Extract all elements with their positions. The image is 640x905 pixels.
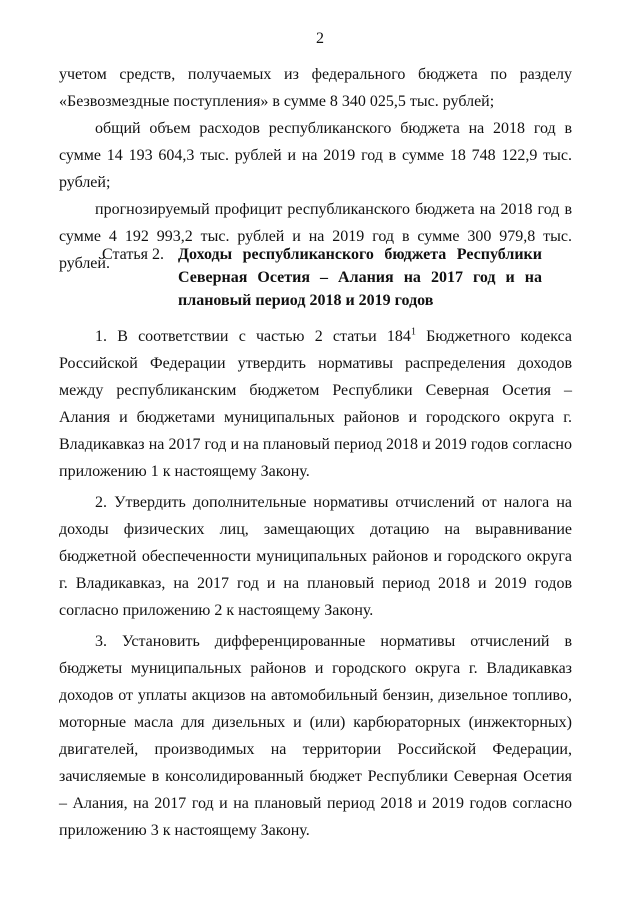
intro-paragraph-continuation: учетом средств, получаемых из федерального бюджета по разделу «Безвозмездные поступления» в сумме 8 340 025,5 тыс. рублей;	[59, 66, 572, 110]
article-item-3: 3. Установить дифференцированные нормативы отчислений в бюджеты муниципальных районов и городского округа г. Владикавказ доходов от уплаты акцизов на автомобильный бензин, дизельное топливо, моторные масла для дизельных и (или) карбюраторных (инжекторных) двигателей, производимых на территории Российской Федерации, зачисляемые в консолидированный бюджет Республики Северная Осетия – Алания, на 2017 год и на плановый период 2018 и 2019 годов согласно приложению 3 к настоящему Закону.	[59, 633, 572, 839]
article-title: Доходы республиканского бюджета Республики Северная Осетия – Алания на 2017 год и на плановый период 2018 и 2019 годов	[178, 246, 542, 309]
article-heading	[102, 243, 542, 312]
footnote-superscript: 1	[410, 326, 416, 338]
article-item-2: 2. Утвердить дополнительные нормативы отчислений от налога на доходы физических лиц, замещающих дотацию на выравнивание бюджетной обеспеченности муниципальных районов и городского округа г. Владикавказ, на 2017 год и на плановый период 2018 и 2019 годов согласно приложению 2 к настоящему Закону.	[59, 494, 572, 619]
article-item-1-text-before: 1. В соответствии с частью 2 статьи 184	[95, 328, 411, 345]
article-items	[59, 323, 572, 844]
intro-paragraph-surplus: прогнозируемый профицит республиканского бюджета на 2018 год в сумме 4 192 993,2 тыс. рублей и на 2019 год в сумме 300 979,8 тыс. рублей.	[59, 201, 572, 272]
article-item-1-text-after: Бюджетного кодекса Российской Федерации утвердить нормативы распределения доходов между республиканским бюджетом Республики Северная Осетия – Алания и бюджетами муниципальных районов и городского округа г. Владикавказ на 2017 год и на плановый период 2018 и 2019 годов согласно приложению 1 к настоящему Закону.	[59, 328, 572, 480]
page-number: 2	[316, 30, 324, 47]
article-label: Статья 2.	[102, 246, 164, 263]
article-item-1	[59, 323, 572, 485]
intro-paragraph-expenses: общий объем расходов республиканского бюджета на 2018 год в сумме 14 193 604,3 тыс. рублей и на 2019 год в сумме 18 748 122,9 тыс. рублей;	[59, 120, 572, 191]
